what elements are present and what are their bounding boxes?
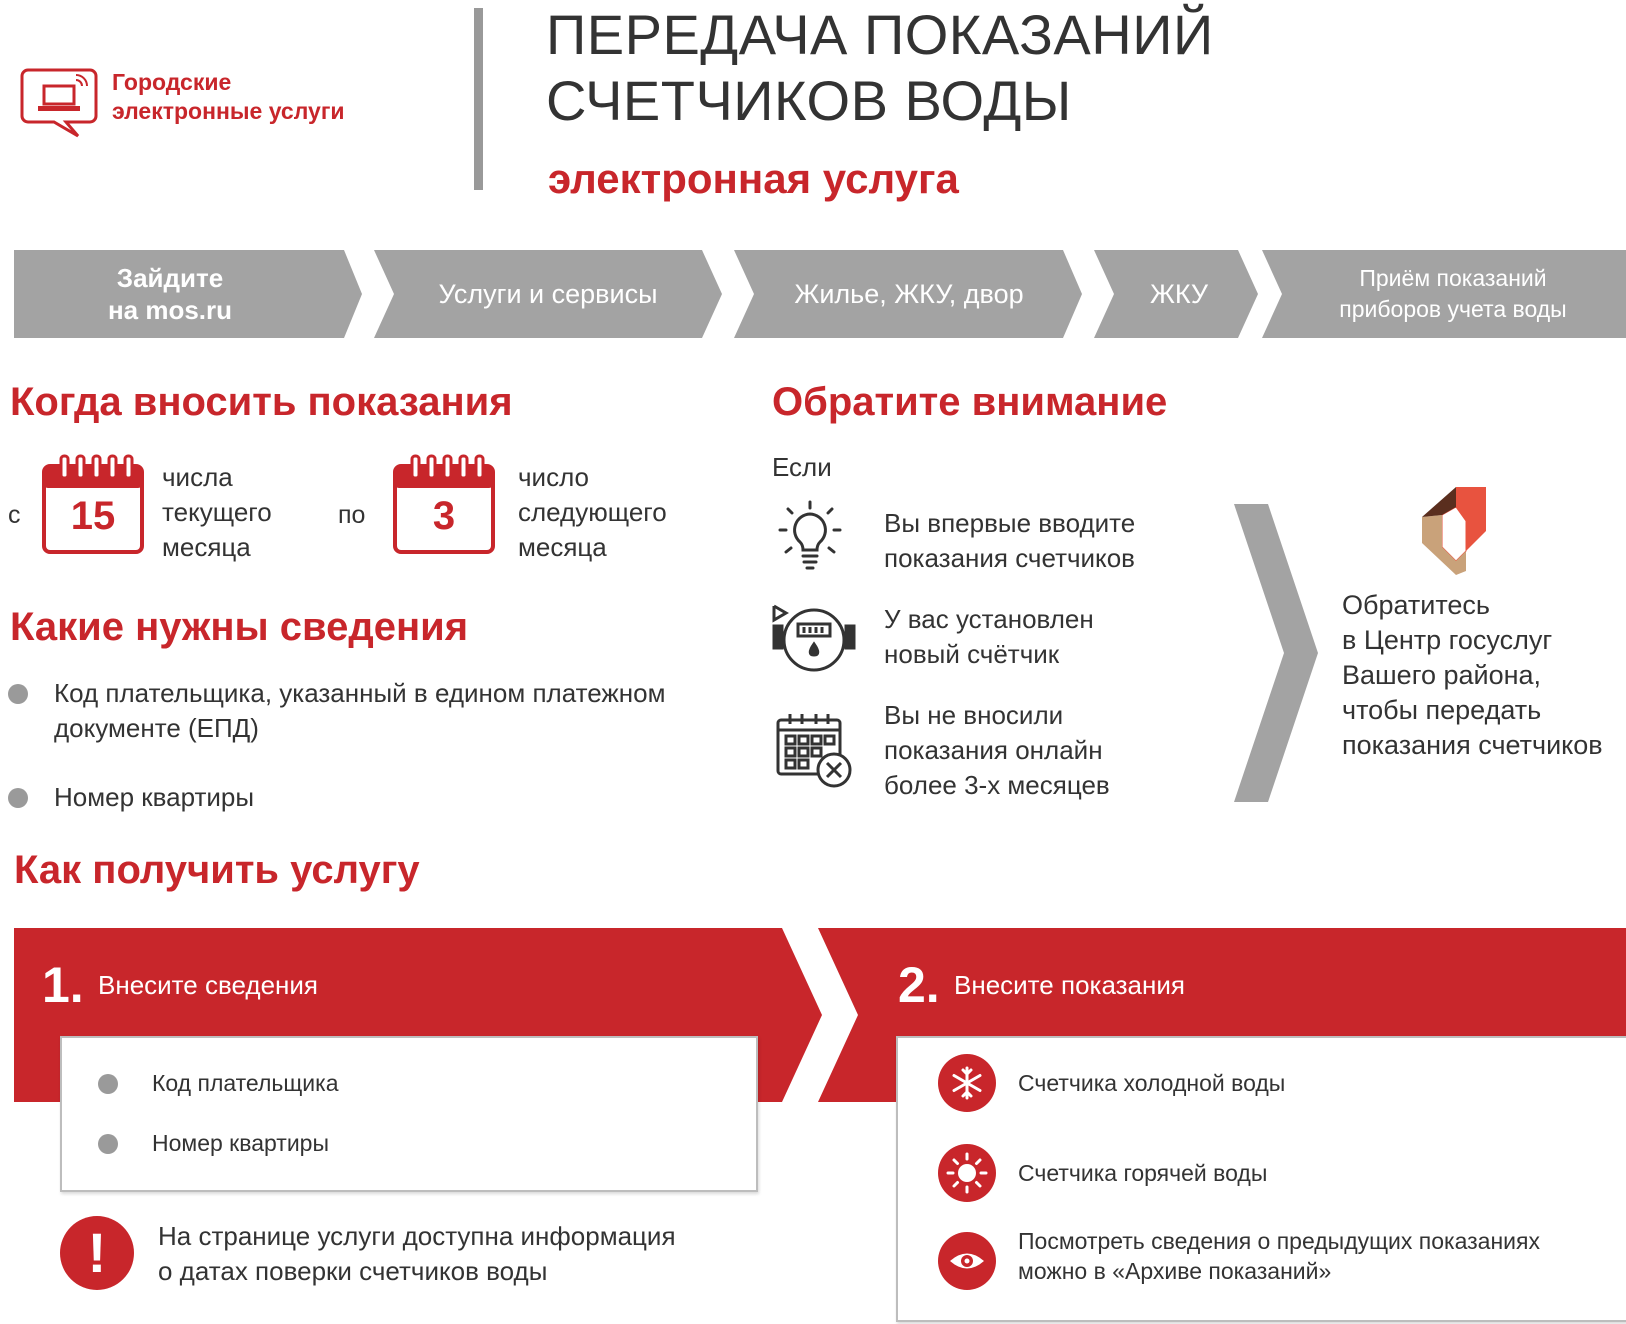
eye-icon	[938, 1232, 996, 1290]
info-bullet	[8, 788, 28, 808]
attention-heading: Обратите внимание	[772, 380, 1168, 424]
to-text: число следующего месяца	[518, 462, 667, 562]
gosuslugi-logo-icon	[1420, 485, 1490, 575]
to-day: 3	[432, 494, 456, 538]
attention-item-2: У вас установлен новый счётчик	[884, 604, 1094, 669]
how-step-1-item-2: Номер квартиры	[152, 1130, 329, 1156]
title-line2: СЧЕТЧИКОВ ВОДЫ	[546, 69, 1072, 132]
info-item-2: Номер квартиры	[54, 782, 255, 812]
title-line1: ПЕРЕДАЧА ПОКАЗАНИЙ	[546, 3, 1214, 66]
how-step-1-title: Внесите сведения	[98, 970, 318, 1000]
how-heading: Как получить услугу	[14, 848, 420, 892]
info-item-1: Код плательщика, указанный в едином платежном документе (ЕПД)	[54, 678, 666, 743]
how-step-1-bullet	[98, 1134, 118, 1154]
attention-item-1: Вы впервые вводите показания счетчиков	[884, 508, 1136, 573]
attention-result: Обратитесь в Центр госуслуг Вашего района, чтобы передать показания счетчиков	[1342, 590, 1603, 760]
from-day: 15	[70, 494, 116, 538]
laptop-chat-icon	[20, 66, 100, 138]
how-step-2-title: Внесите показания	[954, 970, 1185, 1000]
how-step-1-bullet	[98, 1074, 118, 1094]
info-heading: Какие нужны сведения	[10, 605, 469, 649]
calendar-from-icon	[42, 452, 144, 556]
snowflake-icon	[938, 1054, 996, 1112]
how-step-2-item-1: Счетчика холодной воды	[1018, 1070, 1286, 1096]
lightbulb-icon	[772, 500, 848, 576]
big-chevron-arrow	[1232, 502, 1320, 804]
how-step-2-box	[896, 1036, 1626, 1322]
calendar-cross-icon	[776, 710, 856, 790]
step-4-label: ЖКУ	[1149, 279, 1209, 309]
how-step-2-number: 2.	[898, 957, 940, 1013]
logo-line1: Городские	[112, 69, 232, 95]
logo-line2: электронные услуги	[112, 98, 345, 124]
step-5-label: Приём показаний приборов учета воды	[1339, 265, 1567, 322]
info-bullet	[8, 684, 28, 704]
how-step-1-number: 1.	[42, 957, 84, 1013]
step-3-label: Жилье, ЖКУ, двор	[794, 279, 1024, 309]
logo	[20, 66, 400, 138]
to-label: по	[338, 501, 366, 529]
when-heading: Когда вносить показания	[10, 380, 513, 424]
attention-item-3: Вы не вносили показания онлайн более 3-х месяцев	[884, 700, 1110, 800]
how-step-1-note: На странице услуги доступна информация о датах поверки счетчиков воды	[158, 1221, 676, 1286]
how-step-2-item-3: Посмотреть сведения о предыдущих показаниях можно в «Архиве показаний»	[1018, 1228, 1540, 1284]
how-step-1-box	[60, 1036, 758, 1192]
calendar-to-icon	[393, 452, 495, 556]
how-step-1-item-1: Код плательщика	[152, 1070, 339, 1096]
attention-if: Если	[772, 452, 832, 482]
header-divider	[474, 8, 483, 190]
how-step-2-item-2: Счетчика горячей воды	[1018, 1160, 1268, 1186]
exclamation-icon: !	[60, 1216, 134, 1290]
page-title	[546, 2, 1214, 134]
step-2-label: Услуги и сервисы	[438, 279, 658, 309]
water-meter-icon	[772, 604, 856, 674]
from-label: с	[8, 501, 21, 529]
sun-icon	[938, 1144, 996, 1202]
step-1-label: Зайдите на mos.ru	[107, 263, 233, 325]
page-subtitle: электронная услуга	[548, 155, 959, 202]
from-text: числа текущего месяца	[162, 462, 272, 562]
